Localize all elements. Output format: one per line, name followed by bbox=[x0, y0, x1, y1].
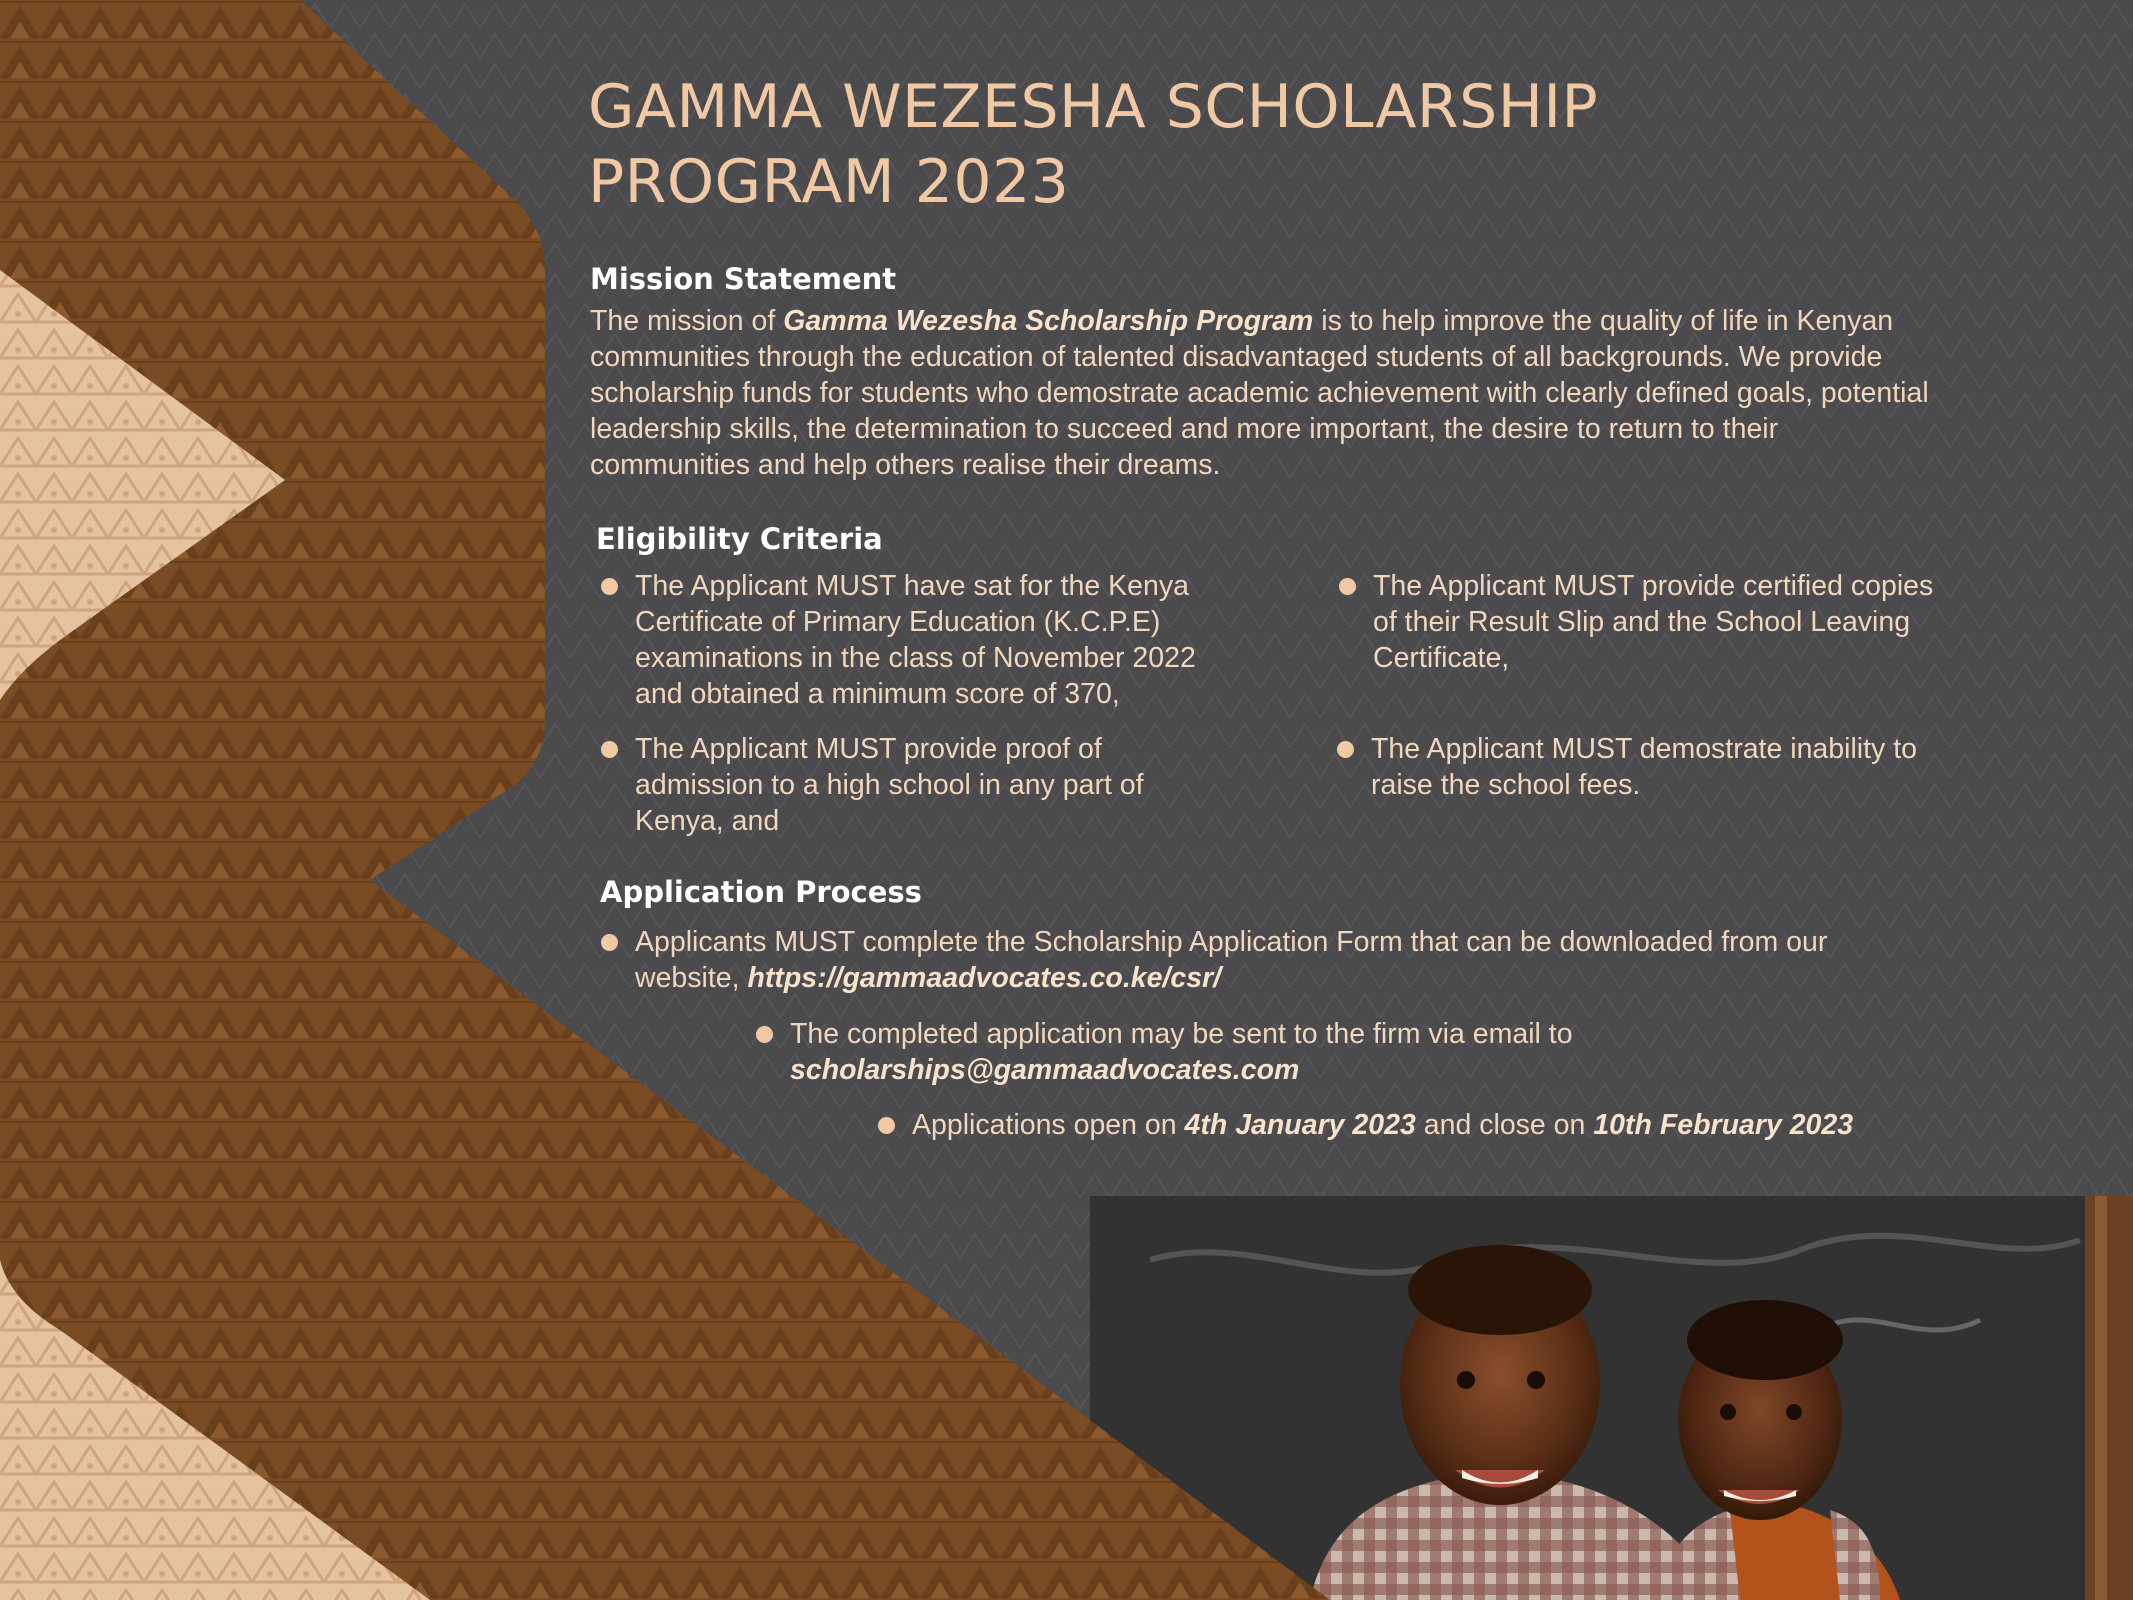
mission-line-1-pre: The mission of bbox=[590, 305, 784, 337]
title-line-1: GAMMA WEZESHA SCHOLARSHIP bbox=[588, 72, 1599, 142]
eligibility-item-1 bbox=[635, 568, 1196, 712]
email-link[interactable]: scholarships@gammaadvocates.com bbox=[790, 1054, 1300, 1086]
application-item-3 bbox=[912, 1107, 1853, 1143]
mission-line-3: scholarship funds for students who demostrate academic achievement with clearly defined goals, potential bbox=[590, 377, 1929, 409]
open-date: 4th January 2023 bbox=[1184, 1109, 1416, 1141]
bullet-dot bbox=[601, 934, 618, 951]
bullet-dot bbox=[756, 1026, 773, 1043]
website-prefix: website, bbox=[635, 962, 748, 994]
page-title bbox=[588, 70, 1688, 220]
eligibility-item-4-line-1: The Applicant MUST demostrate inability to bbox=[1371, 733, 1917, 765]
website-link[interactable]: https://gammaadvocates.co.ke/csr/ bbox=[747, 962, 1222, 994]
dates-middle: and close on bbox=[1415, 1109, 1594, 1141]
mission-line-1-post: is to help improve the quality of life in Kenyan bbox=[1313, 305, 1894, 337]
eligibility-item-2-line-2: admission to a high school in any part of bbox=[635, 769, 1144, 801]
close-date: 10th February 2023 bbox=[1593, 1109, 1854, 1141]
eligibility-heading: Eligibility Criteria bbox=[596, 522, 883, 556]
application-item-2-line-1: The completed application may be sent to the firm via email to bbox=[790, 1018, 1573, 1050]
application-item-1-line-1: Applicants MUST complete the Scholarship Application Form that can be downloaded from our bbox=[635, 926, 1828, 958]
application-dates bbox=[912, 1107, 1853, 1143]
mission-line-2: communities through the education of talented disadvantaged students of all backgrounds. We provide bbox=[590, 341, 1883, 373]
eligibility-item-1-line-4: and obtained a minimum score of 370, bbox=[635, 678, 1120, 710]
eligibility-item-2-line-3: Kenya, and bbox=[635, 805, 780, 837]
eligibility-item-3 bbox=[1373, 568, 1933, 676]
mission-line-4: leadership skills, the determination to succeed and more important, the desire to return to their bbox=[590, 413, 1779, 445]
application-heading: Application Process bbox=[600, 875, 922, 909]
eligibility-item-1-line-2: Certificate of Primary Education (K.C.P.E) bbox=[635, 606, 1161, 638]
eligibility-item-2-line-1: The Applicant MUST provide proof of bbox=[635, 733, 1102, 765]
mission-line-5: communities and help others realise their dreams. bbox=[590, 449, 1221, 481]
application-item-2-line-2 bbox=[790, 1052, 1573, 1088]
eligibility-item-1-line-3: examinations in the class of November 2022 bbox=[635, 642, 1196, 674]
eligibility-item-4-line-2: raise the school fees. bbox=[1371, 769, 1641, 801]
application-item-1-line-2 bbox=[635, 960, 1827, 996]
eligibility-item-4 bbox=[1371, 731, 1917, 803]
bullet-dot bbox=[601, 741, 618, 758]
bullet-dot bbox=[1337, 741, 1354, 758]
application-item-1 bbox=[635, 924, 1827, 996]
bullet-dot bbox=[601, 578, 618, 595]
eligibility-item-2 bbox=[635, 731, 1144, 839]
mission-line-1 bbox=[590, 303, 2050, 339]
eligibility-item-3-line-2: of their Result Slip and the School Leaving bbox=[1373, 606, 1911, 638]
eligibility-item-1-line-1: The Applicant MUST have sat for the Kenya bbox=[635, 570, 1189, 602]
bullet-dot bbox=[1339, 578, 1356, 595]
eligibility-item-3-line-1: The Applicant MUST provide certified copies bbox=[1373, 570, 1934, 602]
mission-heading: Mission Statement bbox=[590, 262, 897, 296]
dates-prefix: Applications open on bbox=[912, 1109, 1185, 1141]
program-name-emphasis: Gamma Wezesha Scholarship Program bbox=[783, 305, 1314, 337]
title-line-2: PROGRAM 2023 bbox=[588, 147, 1070, 217]
eligibility-item-3-line-3: Certificate, bbox=[1373, 642, 1510, 674]
bullet-dot bbox=[878, 1117, 895, 1134]
application-item-2 bbox=[790, 1016, 1573, 1088]
mission-paragraph bbox=[590, 303, 2050, 483]
